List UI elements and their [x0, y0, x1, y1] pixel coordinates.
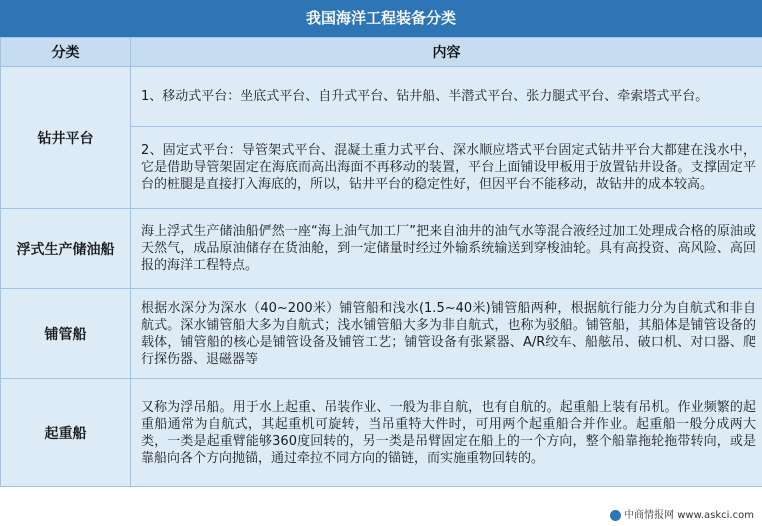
header-content: 内容	[131, 38, 762, 67]
footer-url: www.askci.com	[677, 510, 754, 521]
category-cell: 浮式生产储油船	[1, 209, 131, 289]
content-cell: 1、移动式平台：坐底式平台、自升式平台、钻井船、半潜式平台、张力腿式平台、牵索塔式平台。	[131, 67, 762, 127]
table-row	[1, 67, 762, 127]
header-row	[1, 38, 762, 67]
table-row	[1, 209, 762, 289]
equipment-table	[0, 37, 762, 487]
content-cell: 2、固定式平台：导管架式平台、混凝土重力式平台、深水顺应塔式平台固定式钻井平台大都建在浅水中，它是借助导管架固定在海底而高出海面不再移动的装置，平台上面铺设甲板用于放置钻井设备。支撑固定平台的桩腿是直接打入海底的，所以，钻井平台的稳定性好，但因平台不能移动，故钻井的成本较高。	[131, 127, 762, 209]
content-cell: 根据水深分为深水（40~200米）铺管船和浅水(1.5~40米)铺管船两种，根据航行能力分为自航式和非自航式。深水铺管船大多为自航式；浅水铺管船大多为非自航式，也称为驳船。铺管船，其船体是铺管设备的载体，铺管船的核心是铺管设备及铺管工艺；铺管设备有张紧器、A/R绞车、船舷吊、破口机、对口器、爬行探伤器、退磁器等	[131, 289, 762, 379]
logo-icon	[610, 510, 621, 521]
category-cell: 起重船	[1, 379, 131, 487]
table-row	[1, 289, 762, 379]
page-title: 我国海洋工程装备分类	[0, 0, 762, 37]
category-cell: 钻井平台	[1, 67, 131, 209]
footer-label: 中商情报网	[624, 510, 675, 521]
content-cell: 海上浮式生产储油船俨然一座“海上油气加工厂”把来自油井的油气水等混合液经过加工处理成合格的原油或天然气，成品原油储存在货油舱，到一定储量时经过外输系统输送到穿梭油轮。具有高投资、高风险、高回报的海洋工程特点。	[131, 209, 762, 289]
table-row	[1, 379, 762, 487]
footer-credit	[610, 509, 754, 523]
header-category: 分类	[1, 38, 131, 67]
category-cell: 铺管船	[1, 289, 131, 379]
content-cell: 又称为浮吊船。用于水上起重、吊装作业、一般为非自航，也有自航的。起重船上装有吊机。作业频繁的起重船通常为自航式，其起重机可旋转，当吊重特大件时，可用两个起重船合并作业。起重船一般分成两大类，一类是起重臂能够360度回转的，另一类是吊臂固定在船上的一个方向，整个船靠拖轮拖带转向，或是靠船向各个方向抛锚，通过牵拉不同方向的锚链，而实施重物回转的。	[131, 379, 762, 487]
